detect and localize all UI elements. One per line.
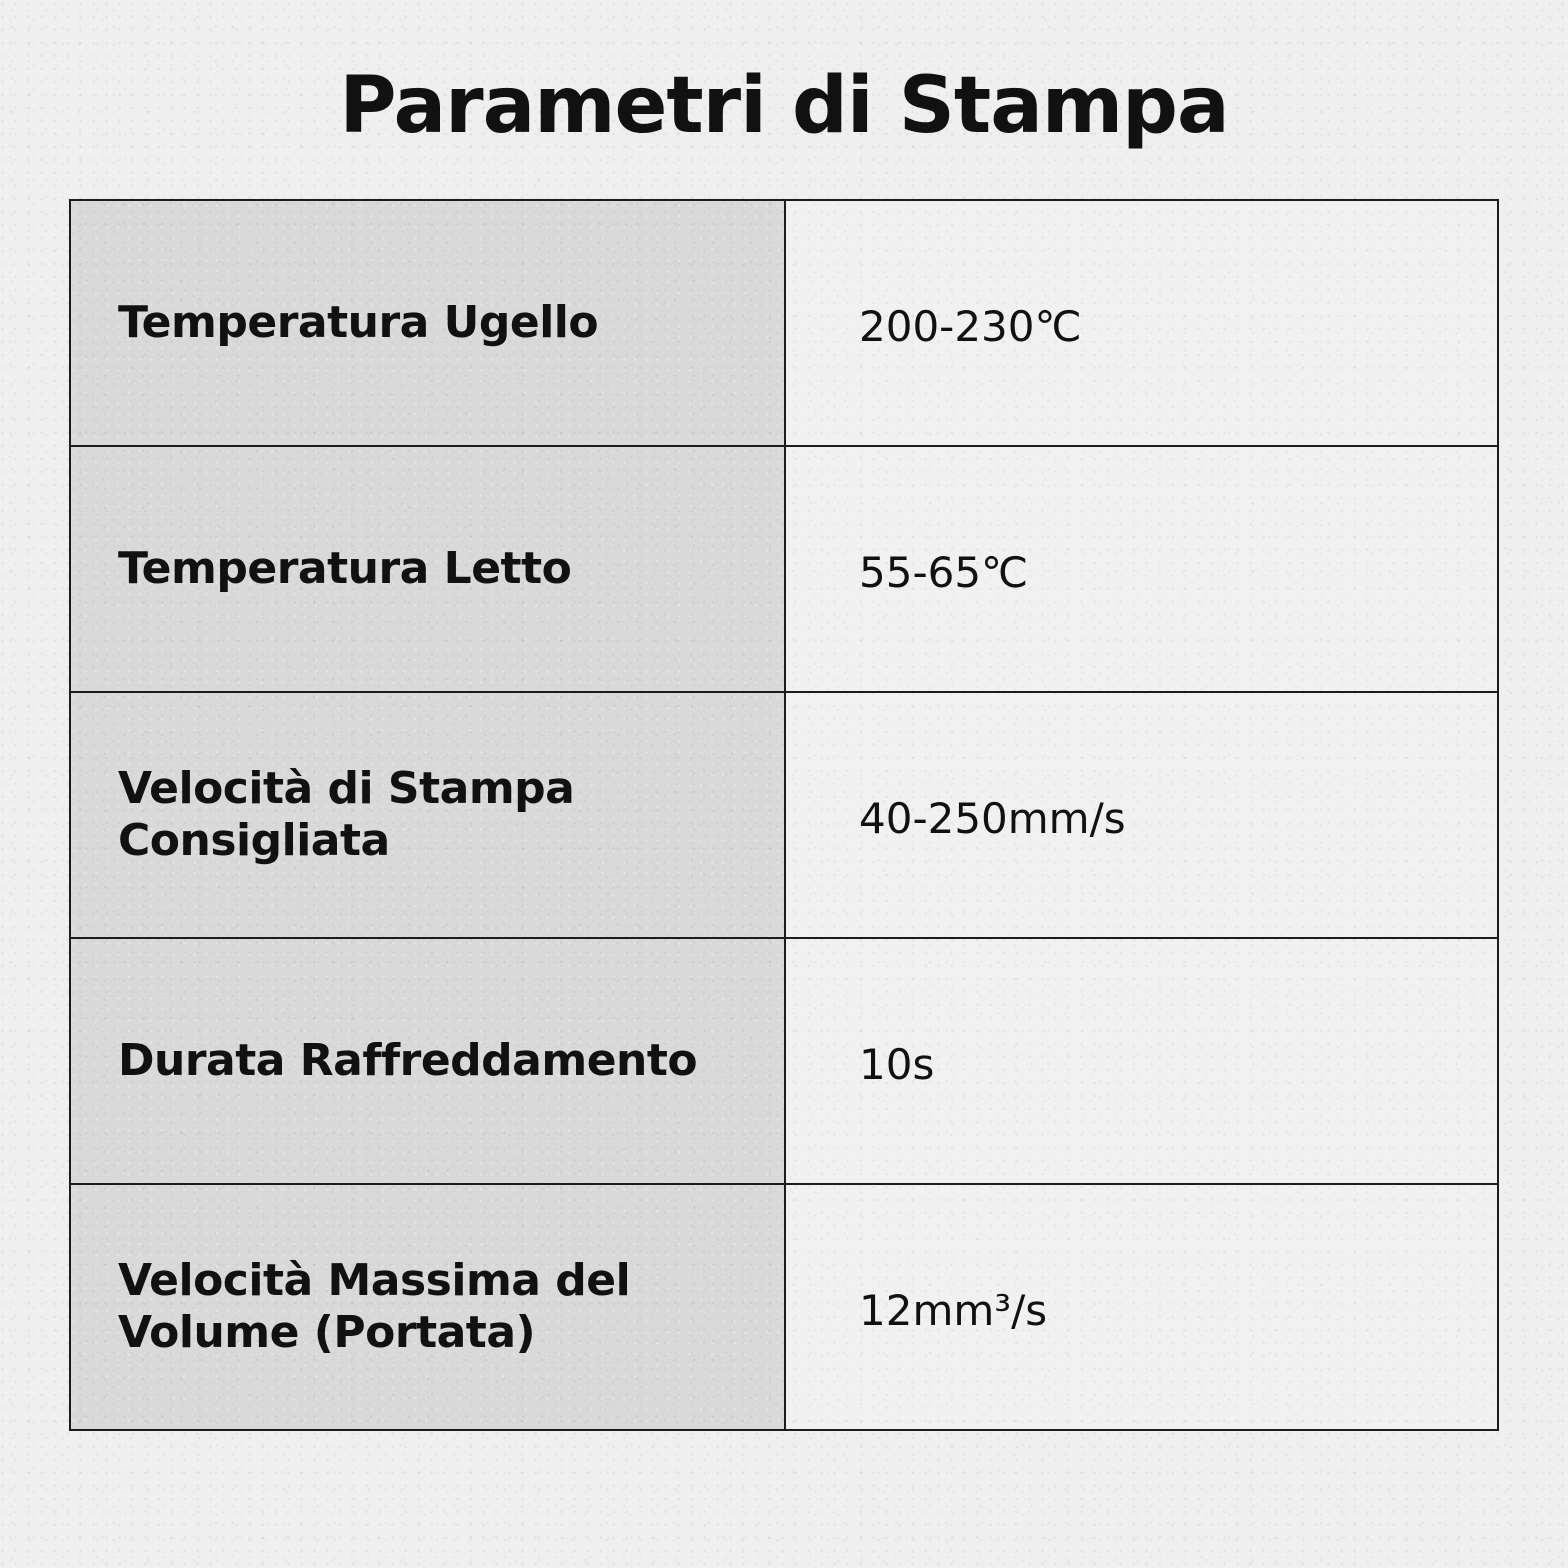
- parameter-label: Velocità di Stampa Consigliata: [118, 763, 575, 866]
- parameter-value-cell: [785, 938, 1498, 1184]
- parameter-value: 10s: [859, 1040, 935, 1089]
- table-row: [70, 446, 1498, 692]
- parameter-value: 55-65℃: [859, 548, 1029, 597]
- parameter-value-cell: [785, 446, 1498, 692]
- parameter-label-cell: [70, 446, 785, 692]
- parameter-label: Temperatura Ugello: [118, 297, 599, 348]
- parameter-label-cell: [70, 938, 785, 1184]
- table-row: [70, 692, 1498, 938]
- parameter-value: 12mm³/s: [859, 1286, 1048, 1335]
- table-row: [70, 938, 1498, 1184]
- parameter-label-cell: [70, 1184, 785, 1430]
- parameter-value: 200-230℃: [859, 302, 1082, 351]
- page-title: Parametri di Stampa: [339, 61, 1229, 151]
- parameter-label: Temperatura Letto: [118, 543, 572, 594]
- parameter-label-cell: [70, 692, 785, 938]
- parameter-value-cell: [785, 1184, 1498, 1430]
- print-parameters-table: [69, 199, 1499, 1431]
- table-row: [70, 1184, 1498, 1430]
- parameter-value-cell: [785, 200, 1498, 446]
- table-row: [70, 200, 1498, 446]
- parameter-value: 40-250mm/s: [859, 794, 1126, 843]
- parameter-value-cell: [785, 692, 1498, 938]
- parameter-label: Velocità Massima del Volume (Portata): [118, 1255, 631, 1358]
- parameter-label: Durata Raffreddamento: [118, 1035, 698, 1086]
- parameter-label-cell: [70, 200, 785, 446]
